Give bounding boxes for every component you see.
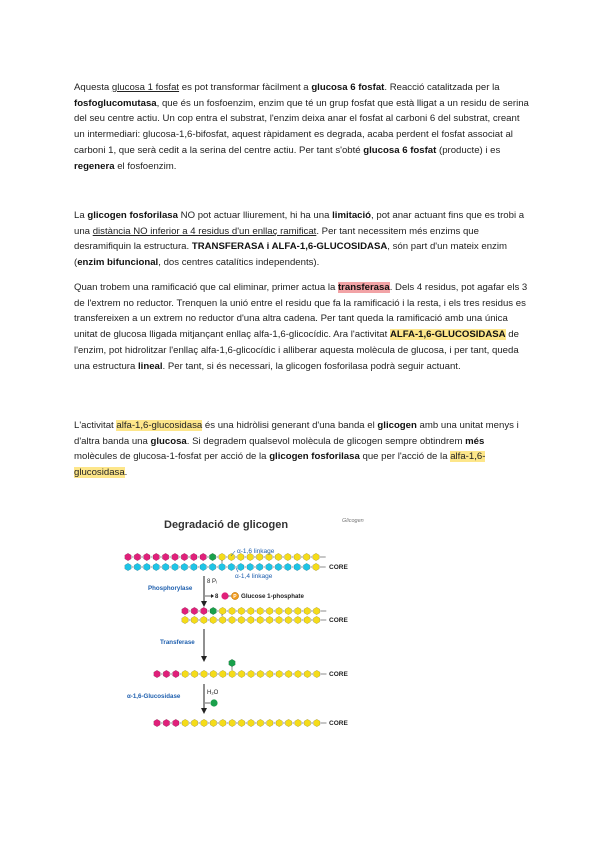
glucose-unit xyxy=(238,719,244,726)
core-label-4: CORE xyxy=(329,720,348,727)
glucose-unit xyxy=(162,553,168,560)
glucose-unit xyxy=(125,553,131,560)
text: La xyxy=(74,210,88,221)
core-label-1: CORE xyxy=(329,564,348,571)
glucose-unit xyxy=(134,553,140,560)
label-a14-linkage: α-1,4 linkage xyxy=(235,573,273,580)
core-label-2: CORE xyxy=(329,617,348,624)
text: L'activitat xyxy=(74,420,117,431)
text-underlined: glucosa 1 fosfat xyxy=(111,82,180,93)
glucose-unit xyxy=(313,607,319,614)
text-highlight-yellow: alfa-1,6-glucosidasa xyxy=(116,420,203,431)
glucose-unit xyxy=(200,553,206,560)
glucose-unit xyxy=(201,719,207,726)
text: que per l'acció de la xyxy=(359,451,451,463)
glucose-unit xyxy=(313,553,319,560)
glucose-unit xyxy=(229,616,235,623)
glucose-unit xyxy=(303,553,309,560)
glucose-unit xyxy=(275,563,281,570)
chain-linear xyxy=(154,719,327,726)
glucose-unit xyxy=(228,563,234,570)
text-bold: lineal xyxy=(138,360,163,372)
text-highlight-yellow: ALFA-1,6-GLUCOSIDASA xyxy=(389,329,506,341)
text-bold: glucosa xyxy=(150,435,187,447)
label-pi: 8 Pᵢ xyxy=(207,579,217,585)
glucose-unit xyxy=(285,563,291,570)
label-phosphorylase: Phosphorylase xyxy=(148,585,193,592)
text-bold: més xyxy=(465,435,485,447)
label-h2o: H₂O xyxy=(207,690,219,696)
glucose-unit xyxy=(303,563,309,570)
text-bold: enzim bifuncional xyxy=(77,257,159,269)
glucose-unit xyxy=(210,616,216,623)
glucose-unit xyxy=(209,563,215,570)
paragraph-phosphoglucomutase xyxy=(74,80,530,174)
label-eight: 8 xyxy=(215,594,219,600)
glucose-unit xyxy=(247,563,253,570)
glucose-freed xyxy=(210,699,217,706)
text: Aquesta xyxy=(74,82,112,93)
text: (producte) i es xyxy=(436,144,501,156)
text: , que és un fosfoenzim, enzim que té un grup fosfat que està lligat a un residu de serina del seu centre actiu. Un cop entra el substrat, l'enzim deixa anar el fosfat al carboni 6 del substrat, creant un intermediari: glucosa-1,6-bifosfat, aquest ràpidament es degrada, acaba perdent el fosfat associat al carboni 1, que serà cedit a la serina del centre actiu. Per tant s'obté xyxy=(74,97,529,156)
glucose-unit xyxy=(295,670,301,677)
glucose-unit xyxy=(220,670,226,677)
glucose-unit xyxy=(201,616,207,623)
glucose-unit xyxy=(295,607,301,614)
glucose-unit xyxy=(191,670,197,677)
glucose-unit xyxy=(304,670,310,677)
glucose-unit xyxy=(219,553,225,560)
glucose-unit xyxy=(229,607,235,614)
glucose-unit xyxy=(144,563,150,570)
glucose-unit xyxy=(154,719,160,726)
glucose-unit xyxy=(229,719,235,726)
glucose-unit xyxy=(154,670,160,677)
paragraph-phosphorylase-limitation xyxy=(74,208,530,271)
glucose-unit xyxy=(181,563,187,570)
glucose-unit xyxy=(276,719,282,726)
glucose-unit xyxy=(182,670,188,677)
text-bold: glicogen fosforilasa xyxy=(87,210,178,221)
label-transferase: Transferase xyxy=(160,639,195,646)
label-a16-linkage: α-1,6 linkage xyxy=(237,548,275,555)
figure-diagram xyxy=(118,512,418,737)
glucose-unit xyxy=(267,670,273,677)
text: . Per tant necessitem més enzims que desramifiquin la estructura. xyxy=(74,225,479,253)
glucose-unit xyxy=(313,616,319,623)
glucose-unit xyxy=(191,553,197,560)
glucose-unit xyxy=(304,719,310,726)
glucose-unit xyxy=(200,563,206,570)
label-glucosidase: α-1,6-Glucosidase xyxy=(127,693,181,700)
text: , són part d'un mateix enzim ( xyxy=(74,241,507,269)
glucose-unit xyxy=(228,553,234,560)
glucose-unit xyxy=(266,607,272,614)
glucose-unit xyxy=(248,607,254,614)
glucose-unit xyxy=(238,607,244,614)
glucose-unit xyxy=(285,607,291,614)
text: es pot transformar fàcilment a xyxy=(179,82,312,93)
glucose-unit xyxy=(201,670,207,677)
text-bold: glicogen xyxy=(377,420,417,431)
glucose-unit xyxy=(256,563,262,570)
label-g1p: Glucose 1-phosphate xyxy=(241,593,304,600)
glucose-unit xyxy=(285,616,291,623)
glucose-unit xyxy=(257,719,263,726)
text: . Reacció catalitzada per la xyxy=(384,82,500,93)
glucose-unit xyxy=(238,563,244,570)
glucose-unit xyxy=(182,719,188,726)
glucose-unit xyxy=(238,616,244,623)
glucose-unit xyxy=(276,670,282,677)
chain-initial xyxy=(125,553,326,570)
text: . Si degradem qualsevol molècula de glicogen sempre obtindrem xyxy=(186,435,466,447)
glucose-unit xyxy=(172,563,178,570)
glucose-unit xyxy=(220,719,226,726)
glucose-unit xyxy=(285,670,291,677)
glucose-unit xyxy=(266,616,272,623)
glucose-unit xyxy=(125,563,131,570)
text: Quan trobem una ramificació que cal eliminar, primer actua la xyxy=(74,282,338,293)
text: molècules de glucosa-1-fosfat per acció de la xyxy=(74,451,270,463)
glucose-unit xyxy=(257,616,263,623)
glucose-unit xyxy=(276,616,282,623)
text: el fosfoenzim. xyxy=(114,160,177,172)
arrow-head-3 xyxy=(201,708,207,714)
text-bold: TRANSFERASA i ALFA-1,6-GLUCOSIDASA xyxy=(191,241,388,253)
glucose-released xyxy=(221,592,228,599)
glucose-unit xyxy=(304,616,310,623)
glucose-unit xyxy=(313,563,319,570)
arrow-head-1 xyxy=(201,601,207,607)
glucose-unit xyxy=(294,553,300,560)
glucose-unit xyxy=(163,670,169,677)
glucose-unit xyxy=(173,719,179,726)
glucose-unit xyxy=(248,719,254,726)
figure-tag: Glicogen xyxy=(342,518,364,524)
glucose-unit xyxy=(275,553,281,560)
glucose-unit xyxy=(238,670,244,677)
glucose-unit xyxy=(295,616,301,623)
glucose-unit xyxy=(266,563,272,570)
glucose-unit xyxy=(210,607,216,614)
glucose-unit xyxy=(191,719,197,726)
text: és una hidròlisi generant d'una banda el xyxy=(202,420,378,431)
glucose-unit xyxy=(191,563,197,570)
paragraph-glucosidase xyxy=(74,418,530,481)
text-highlight-yellow: alfa-1,6-glucosidasa xyxy=(74,451,486,479)
glucose-branch xyxy=(229,659,235,666)
glucose-unit xyxy=(294,563,300,570)
chain-after-phosphorylase xyxy=(182,607,326,623)
arrow-head-2 xyxy=(201,656,207,662)
glucose-unit xyxy=(267,719,273,726)
glucose-unit xyxy=(257,607,263,614)
glucose-unit xyxy=(276,607,282,614)
text: . Per tant, si és necessari, la glicogen fosforilasa podrà seguir actuant. xyxy=(162,360,461,372)
glucose-unit xyxy=(163,719,169,726)
glucose-unit xyxy=(210,719,216,726)
text-bold: fosfoglucomutasa xyxy=(74,97,157,109)
glucose-unit xyxy=(304,607,310,614)
text: de l'enzim, pot hidrolitzar l'enllaç alfa-1,6-glicocídic i alliberar aquesta molècula de glucosa, i per tant, queda una estructura xyxy=(74,329,519,372)
glucose-unit xyxy=(182,616,188,623)
glucose-unit xyxy=(248,670,254,677)
glucose-unit xyxy=(181,553,187,560)
glucose-unit xyxy=(191,616,197,623)
figure-title: Degradació de glicogen xyxy=(164,519,289,531)
text: amb una unitat menys i d'altra banda una xyxy=(74,420,519,447)
glucose-unit xyxy=(229,670,235,677)
text-bold: regenera xyxy=(74,160,115,172)
glucose-unit xyxy=(285,719,291,726)
text-highlight-red: transferasa xyxy=(337,282,390,293)
glucose-unit xyxy=(314,719,320,726)
text-bold: limitació xyxy=(332,210,372,221)
glucose-unit xyxy=(144,553,150,560)
glucose-unit xyxy=(191,607,197,614)
text: NO pot actuar lliurement, hi ha una xyxy=(177,210,333,221)
phosphate-symbol: P xyxy=(233,594,237,601)
text: . Dels 4 residus, pot agafar els 3 de l'extrem no reductor. Trenquen la unió entre el residu que fa la ramificació i la resta, i els tres residus es transfereixen a un extrem no reductor d'una altra cadena. Per tant queda la ramificació amb una única unitat de glucosa lligada mitjançant enllaç alfa-1,6-glicocídic. Ara l'activitat xyxy=(74,282,528,341)
glucose-unit xyxy=(153,563,159,570)
text-underlined: distància NO inferior a 4 residus d'un enllaç ramificat xyxy=(92,225,317,237)
product-arrow-head xyxy=(211,594,214,598)
text: , dos centres catalítics independents). xyxy=(158,257,320,269)
glucose-unit xyxy=(219,607,225,614)
glucose-unit xyxy=(209,553,215,560)
glucose-unit xyxy=(173,670,179,677)
text-bold: glucosa 6 fosfat xyxy=(311,82,385,93)
glucose-unit xyxy=(210,670,216,677)
glucose-unit xyxy=(285,553,291,560)
glucose-unit xyxy=(248,616,254,623)
glucose-unit xyxy=(162,563,168,570)
glycogen-degradation-figure xyxy=(118,512,418,737)
text-bold: glucosa 6 fosfat xyxy=(363,144,437,156)
text: . xyxy=(124,467,128,479)
chain-after-transferase xyxy=(154,659,327,677)
glucose-unit xyxy=(172,553,178,560)
glucose-unit xyxy=(182,607,188,614)
glucose-unit xyxy=(257,670,263,677)
glucose-unit xyxy=(153,553,159,560)
paragraph-transferase xyxy=(74,280,530,374)
glucose-unit xyxy=(314,670,320,677)
glucose-unit xyxy=(201,607,207,614)
glucose-unit xyxy=(219,563,225,570)
glucose-unit xyxy=(134,563,140,570)
core-label-3: CORE xyxy=(329,671,348,678)
glucose-unit xyxy=(295,719,301,726)
text: , pot anar actuant fins que es trobi a una xyxy=(74,210,525,237)
text-bold: glicogen fosforilasa xyxy=(269,451,360,463)
glucose-unit xyxy=(219,616,225,623)
